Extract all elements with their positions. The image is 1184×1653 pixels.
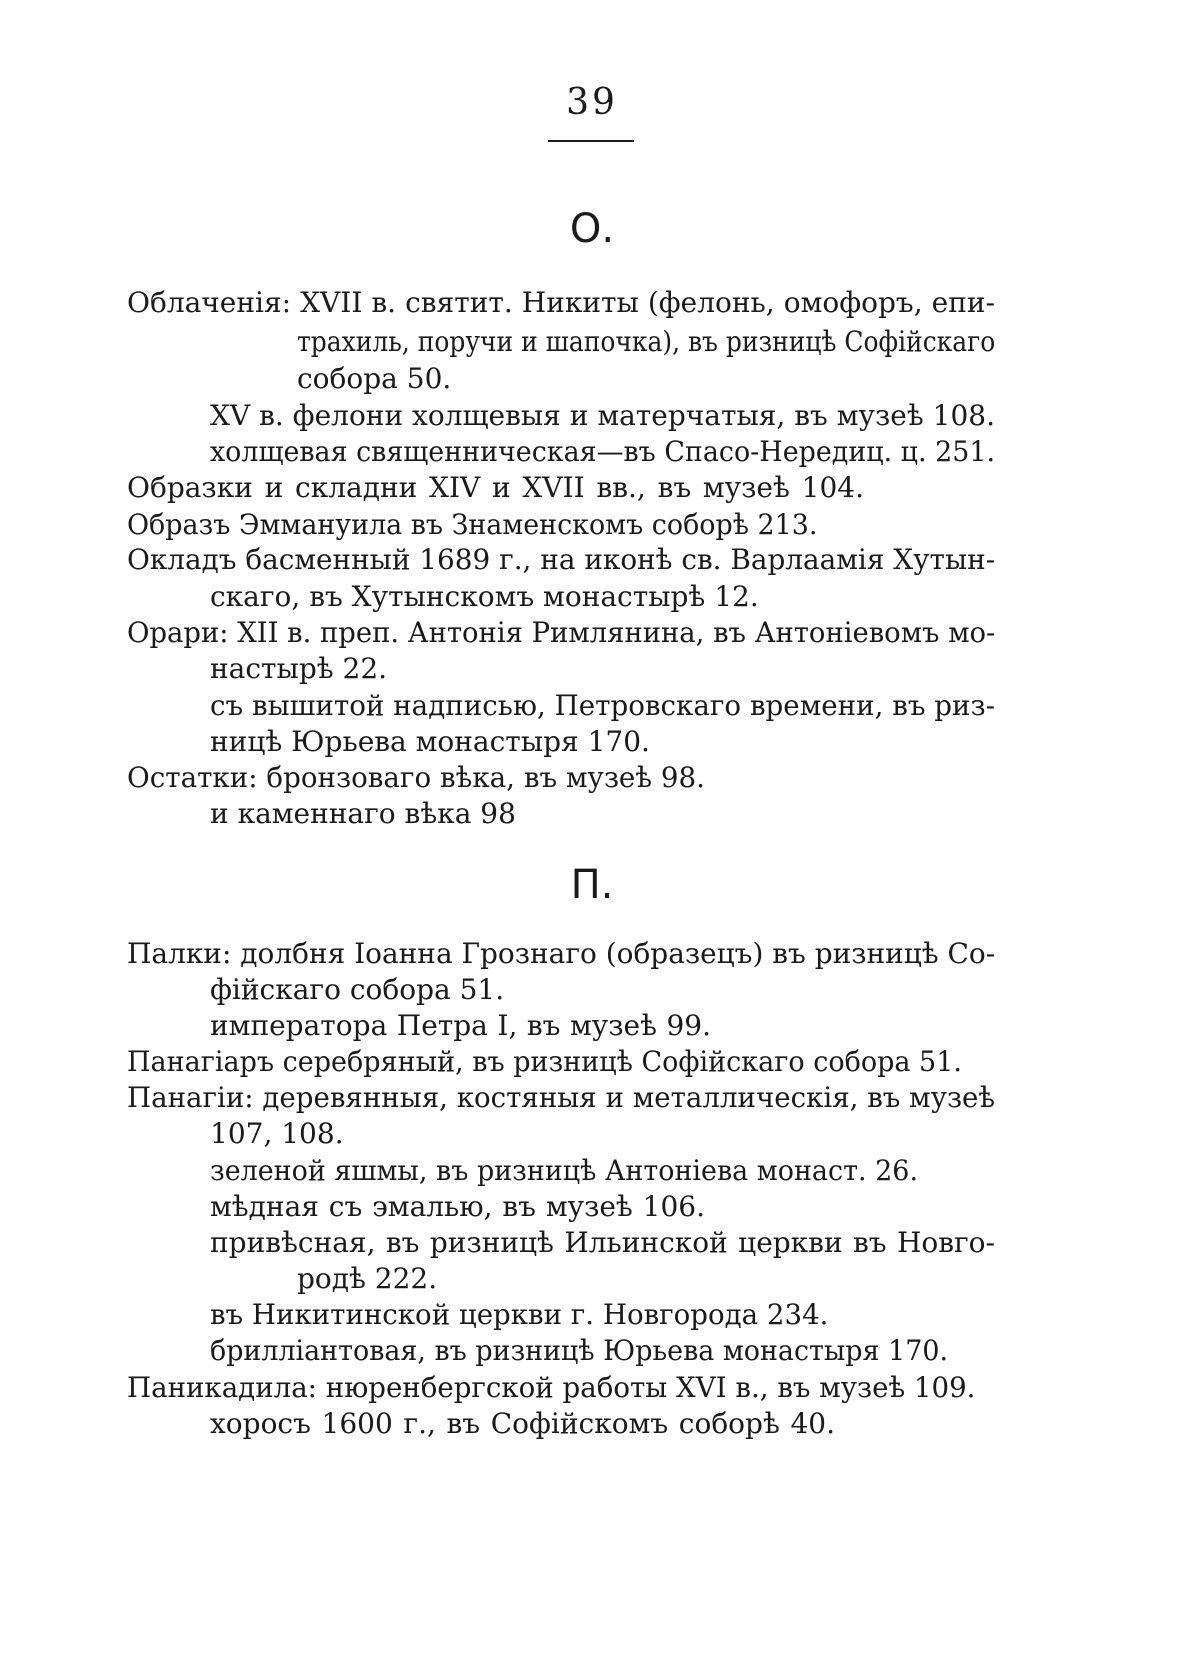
entry-line: хоросъ 1600 г., въ Софійскомъ соборѣ 40. xyxy=(210,1407,835,1440)
page-number: 39 xyxy=(566,82,618,123)
entry-line: зеленой яшмы, въ ризницѣ Антоніева монаст. 26. xyxy=(210,1154,918,1187)
entry-line: ницѣ Юрьева монастыря 170. xyxy=(210,725,650,758)
entry-line: Панагіи: деревянныя, костяныя и металлическія, въ музеѣ xyxy=(127,1081,996,1114)
entry-line: съ вышитой надписью, Петровскаго времени, въ риз- xyxy=(210,689,995,722)
section-letter-p: П. xyxy=(570,862,614,908)
entry-line: холщевая священническая—въ Спасо-Нередиц. ц. 251. xyxy=(210,435,995,468)
entry-line: Образки и складни XIV и XVII вв., въ музеѣ 104. xyxy=(127,471,864,504)
entry-line: привѣсная, въ ризницѣ Ильинской церкви въ Новго- xyxy=(210,1226,995,1259)
entry-line: мѣдная съ эмалью, въ музеѣ 106. xyxy=(210,1190,705,1223)
entry-line: 107, 108. xyxy=(210,1117,344,1150)
entry-line: Орари: XII в. преп. Антонія Римлянина, въ Антоніевомъ мо- xyxy=(127,616,996,649)
entry-line: родѣ 222. xyxy=(297,1262,438,1295)
entry-line: Образъ Эммануила въ Знаменскомъ соборѣ 213. xyxy=(127,508,818,541)
entry-line: XV в. фелони холщевыя и матерчатыя, въ музеѣ 108. xyxy=(210,399,995,432)
section-letter-o: О. xyxy=(569,206,615,252)
entry-line: императора Петра I, въ музеѣ 99. xyxy=(210,1009,711,1042)
page-number-rule xyxy=(548,140,634,142)
entry-line: скаго, въ Хутынскомъ монастырѣ 12. xyxy=(210,580,759,613)
entry-line: брилліантовая, въ ризницѣ Юрьева монастыря 170. xyxy=(210,1334,948,1367)
entry-line: Палки: долбня Іоанна Грознаго (образецъ) въ ризницѣ Со- xyxy=(127,937,996,970)
entry-line: Панагіаръ серебряный, въ ризницѣ Софійскаго собора 51. xyxy=(127,1045,962,1078)
entry-line: Облаченія: XVII в. святит. Никиты (фелонь, омофоръ, епи- xyxy=(127,286,995,319)
entry-line: Паникадила: нюренбергской работы XVI в., въ музеѣ 109. xyxy=(127,1371,976,1404)
entry-line: Окладъ басменный 1689 г., на иконѣ св. Варлаамія Хутын- xyxy=(127,543,996,576)
entry-line: Остатки: бронзоваго вѣка, въ музеѣ 98. xyxy=(127,761,705,794)
entry-line: въ Никитинской церкви г. Новгорода 234. xyxy=(210,1298,829,1331)
entry-line: собора 50. xyxy=(297,362,452,395)
entry-line: трахиль, поручи и шапочка), въ ризницѣ Софійскаго xyxy=(297,325,996,358)
entry-line: настырѣ 22. xyxy=(210,652,388,685)
entry-line: фійскаго собора 51. xyxy=(210,973,505,1006)
entry-line: и каменнаго вѣка 98 xyxy=(210,797,516,830)
